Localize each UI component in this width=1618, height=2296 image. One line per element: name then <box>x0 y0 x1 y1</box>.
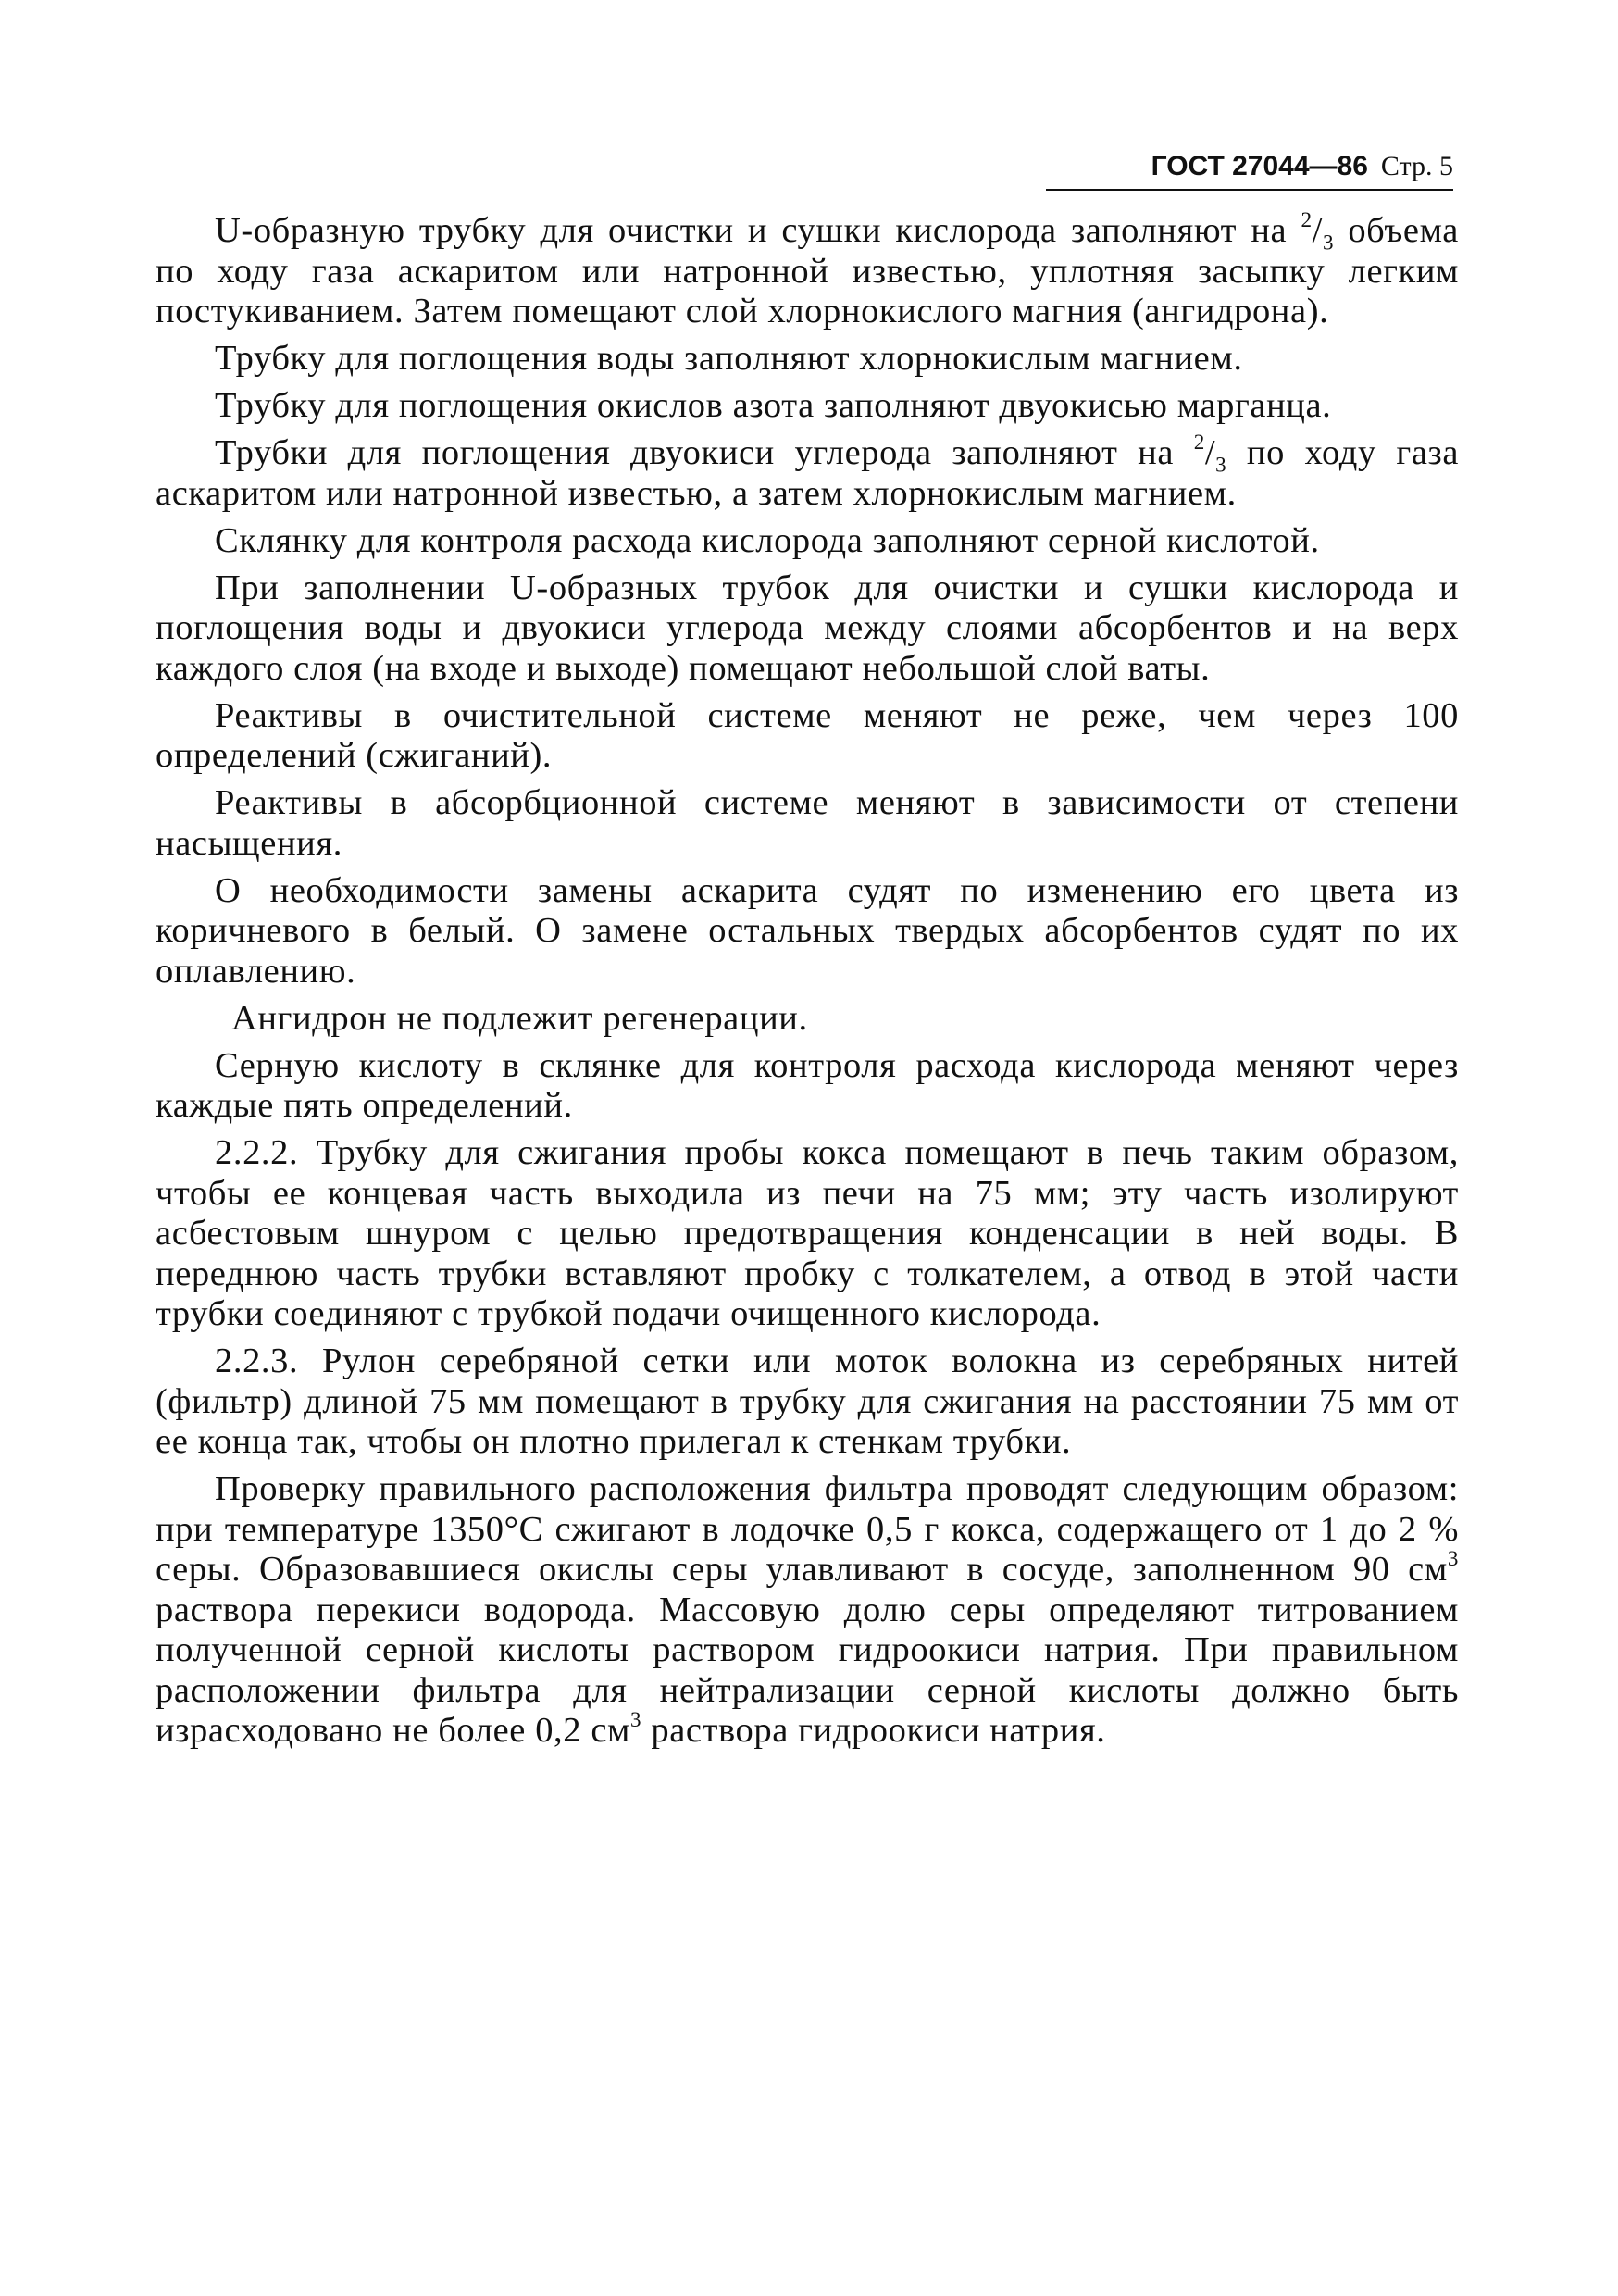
paragraph-u-tube: U-образную трубку для очистки и сушки кислорода заполняют на $^2/_3$ объема по ходу газа аскаритом или натронной известью, уплотняя засыпку легким постукиванием. Затем помещают слой хлорнокислого магния (ангидрона). <box>156 207 1459 331</box>
paragraph-cotton-layer: При заполнении U-образных трубок для очистки и сушки кислорода и поглощения воды и двуокиси углерода между слоями абсорбентов и на верх каждого слоя (на входе и выходе) помещают небольшой слой ваты. <box>156 568 1459 688</box>
document-body <box>156 207 1460 1758</box>
paragraph-section-2-2-3: 2.2.3. Рулон серебряной сетки или моток волокна из серебряных нитей (фильтр) длиной 75 мм помещают в трубку для сжигания на расстоянии 75 мм от ее конца так, чтобы он плотно прилегал к стенкам трубки. <box>156 1341 1459 1461</box>
paragraph-anhydrone: Ангидрон не подлежит регенерации. <box>231 998 808 1038</box>
paragraph-sulfuric-acid: Серную кислоту в склянке для контроля расхода кислорода меняют через каждые пять определений. <box>156 1045 1459 1125</box>
paragraph-oxygen-flask: Склянку для контроля расхода кислорода заполняют серной кислотой. <box>215 520 1320 560</box>
page-header <box>1046 148 1453 191</box>
paragraph-nitrogen-oxides-tube: Трубку для поглощения окислов азота заполняют двуокисью марганца. <box>215 386 1332 425</box>
paragraph-co2-tubes: Трубки для поглощения двуокиси углерода заполняют на $^2/_3$ по ходу газа аскаритом или натронной известью, а затем хлорнокислым магнием. <box>156 430 1460 513</box>
fraction-two-thirds: $^2/_3$ <box>1193 430 1227 477</box>
fraction-two-thirds: $^2/_3$ <box>1301 207 1335 255</box>
paragraph-filter-check: Проверку правильного расположения фильтра проводят следующим образом: при температуре 1350°С сжигают в лодочке 0,5 г кокса, содержащего от 1 до 2 % серы. Образовавшиеся окислы серы улавливают в сосуде, заполненном 90 $см^3$ раствора перекиси водорода. Массовую долю серы определяют титрованием полученной серной кислоты раствором гидроокиси натрия. При правильном расположении фильтра для нейтрализации серной кислоты должно быть израсходовано не более 0,2 $см^3$ раствора гидроокиси натрия. <box>156 1469 1459 1750</box>
paragraph-section-2-2-2: 2.2.2. Трубку для сжигания пробы кокса помещают в печь таким образом, чтобы ее концевая часть выходила из печи на 75 мм; эту часть изолируют асбестовым шнуром с целью предотвращения конденсации в ней воды. В переднюю часть трубки вставляют пробку с толкателем, а отвод в этой части трубки соединяют с трубкой подачи очищенного кислорода. <box>156 1133 1459 1333</box>
page-number: Стр. 5 <box>1380 151 1453 181</box>
standard-number: ГОСТ 27044—86 <box>1151 151 1368 181</box>
paragraph-absorber-reagents: Реактивы в абсорбционной системе меняют в зависимости от степени насыщения. <box>156 783 1459 863</box>
paragraph-water-tube: Трубку для поглощения воды заполняют хлорнокислым магнием. <box>215 339 1243 378</box>
paragraph-ascarite-replacement: О необходимости замены аскарита судят по изменению его цвета из коричневого в белый. О замене остальных твердых абсорбентов судят по их оплавлению. <box>156 870 1459 991</box>
paragraph-purifier-reagents: Реактивы в очистительной системе меняют не реже, чем через 100 определений (сжиганий). <box>156 695 1459 775</box>
